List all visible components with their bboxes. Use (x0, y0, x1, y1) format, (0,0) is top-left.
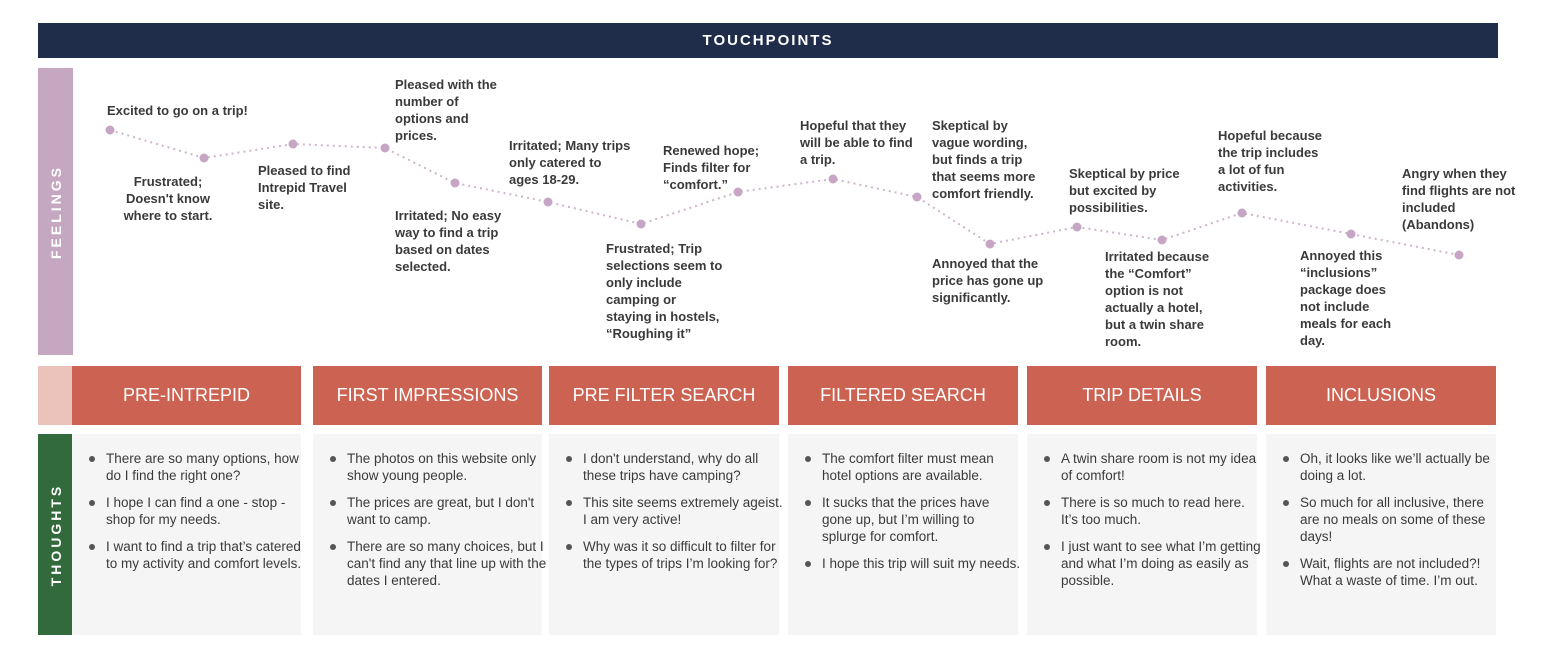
stage-trip-details (1027, 366, 1257, 425)
thoughts-column (313, 434, 547, 635)
feeling-label: Renewed hope; Finds filter for “comfort.” (663, 143, 760, 192)
stage-label: INCLUSIONS (1325, 385, 1437, 405)
stage-label: FILTERED SEARCH (820, 385, 986, 405)
thought-item: The comfort filter must mean hotel options are available. (822, 450, 1022, 484)
thought-item: Why was it so difficult to filter for the types of trips I’m looking for? (583, 538, 783, 572)
thought-item: Wait, flights are not included?! What a waste of time. I’m out. (1300, 555, 1500, 589)
feeling-point (106, 126, 115, 135)
feelings-band-label: FEELINGS (47, 164, 64, 259)
feeling-point (1158, 236, 1167, 245)
feeling-point (637, 220, 646, 229)
thought-item: I just want to see what I’m getting and what I’m doing as easily as possible. (1061, 539, 1261, 588)
feeling-point (986, 240, 995, 249)
stage-pre-intrepid (72, 366, 301, 425)
stage-filtered-search (788, 366, 1018, 425)
feeling-point (913, 193, 922, 202)
feeling-label: Pleased to find Intrepid Travel site. (258, 163, 351, 212)
thoughts-list (347, 450, 547, 599)
thought-item: There is so much to read here. It’s too much. (1061, 494, 1261, 528)
thought-item: There are so many choices, but I can't find any that line up with the dates I entered. (347, 539, 547, 588)
thought-item: I don't understand, why do all these trips have camping? (583, 450, 783, 484)
thoughts-column (1266, 434, 1496, 635)
stage-first-impressions (313, 366, 542, 425)
thoughts-column (549, 434, 783, 635)
stage-label: PRE FILTER SEARCH (572, 385, 756, 405)
thoughts-list (583, 450, 783, 582)
feeling-label: Irritated; No easy way to find a trip based on dates selected. (395, 208, 502, 274)
feeling-label: Frustrated; Doesn't know where to start. (123, 174, 213, 223)
feeling-label: Annoyed that the price has gone up significantly. (932, 256, 1044, 305)
feeling-point (829, 175, 838, 184)
thoughts-column (72, 434, 301, 635)
stage-label: PRE-INTREPID (122, 385, 250, 405)
thought-item: I hope I can find a one - stop - shop for my needs. (106, 494, 306, 528)
feeling-label: Frustrated; Trip selections seem to only include camping or staying in hostels, “Roughing it” (606, 241, 723, 341)
feeling-label: Skeptical by price but excited by possibilities. (1069, 166, 1180, 215)
feeling-point (381, 144, 390, 153)
feeling-point (200, 154, 209, 163)
feeling-label: Skeptical by vague wording, but finds a trip that seems more comfort friendly. (932, 118, 1036, 201)
thoughts-list (1300, 450, 1500, 599)
thoughts-list (822, 450, 1022, 582)
stage-label: FIRST IMPRESSIONS (336, 385, 519, 405)
feeling-point (1455, 251, 1464, 260)
feeling-point (1238, 209, 1247, 218)
feeling-point (1347, 230, 1356, 239)
thought-item: I want to find a trip that’s catered to my activity and comfort levels. (106, 538, 306, 572)
thought-item: There are so many options, how do I find the right one? (106, 450, 306, 484)
thought-item: The photos on this website only show young people. (347, 450, 547, 484)
stage-label: TRIP DETAILS (1082, 385, 1202, 405)
feeling-point (289, 140, 298, 149)
thoughts-list (1061, 450, 1261, 599)
thoughts-list (106, 450, 306, 582)
thought-item: The prices are great, but I don't want to camp. (347, 494, 547, 528)
feeling-label: Irritated because the “Comfort” option is not actually a hotel, but a twin share room. (1105, 249, 1210, 349)
stage-pre-filter-search (549, 366, 779, 425)
thought-item: So much for all inclusive, there are no meals on some of these days! (1300, 494, 1500, 545)
feeling-label: Annoyed this “inclusions” package does not include meals for each day. (1300, 248, 1392, 348)
feeling-label: Angry when they find flights are not included (Abandons) (1402, 166, 1516, 232)
header-title: TOUCHPOINTS (702, 32, 834, 49)
feeling-point (1073, 223, 1082, 232)
feeling-point (451, 179, 460, 188)
thought-item: This site seems extremely ageist. I am very active! (583, 495, 783, 527)
thoughts-column (788, 434, 1021, 635)
feeling-label: Pleased with the number of options and prices. (395, 77, 497, 143)
feeling-label: Hopeful because the trip includes a lot of fun activities. (1218, 128, 1323, 194)
feeling-label: Hopeful that they will be able to find a trip. (800, 118, 913, 167)
feeling-label: Irritated; Many trips only catered to ages 18-29. (509, 138, 631, 187)
thoughts-column (1027, 434, 1261, 635)
thought-item: A twin share room is not my idea of comfort! (1061, 450, 1261, 484)
thoughts-band-label: THOUGHTS (47, 483, 64, 586)
thought-item: Oh, it looks like we’ll actually be doing a lot. (1300, 450, 1500, 484)
stage-inclusions (1266, 366, 1496, 425)
thought-item: It sucks that the prices have gone up, but I’m willing to splurge for comfort. (822, 494, 1022, 545)
thought-item: I hope this trip will suit my needs. (822, 556, 1021, 571)
feeling-label: Excited to go on a trip! (107, 103, 248, 118)
feeling-point (544, 198, 553, 207)
